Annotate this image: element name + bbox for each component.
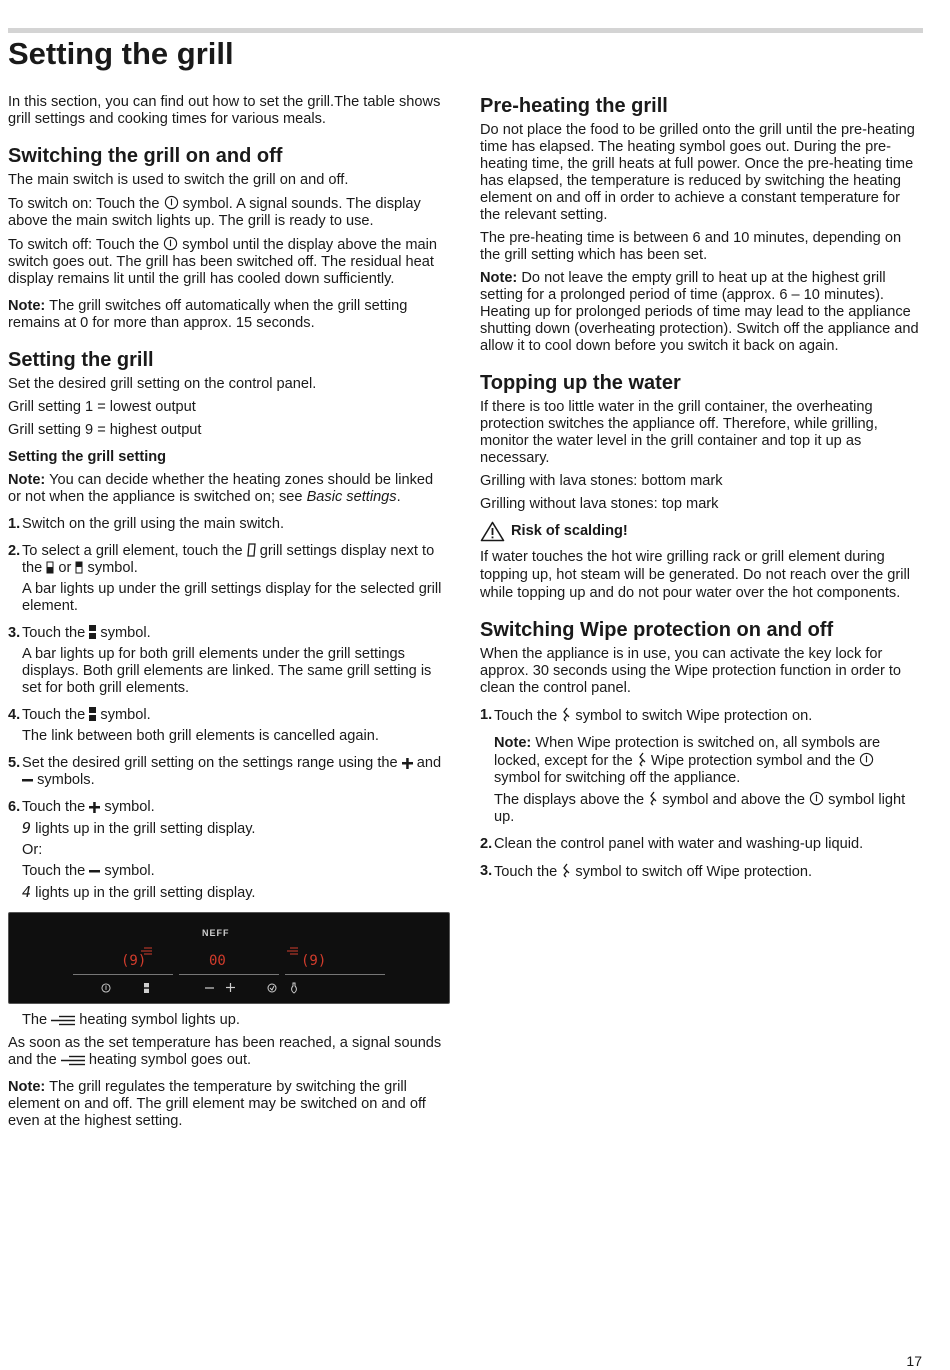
right-column xyxy=(480,94,922,891)
minus-icon xyxy=(89,866,100,877)
setting-steps xyxy=(8,516,450,906)
list-item: 5. Set the desired grill setting on the settings range using the and symbols. xyxy=(8,755,442,788)
preheat-p2: The pre-heating time is between 6 and 10 minutes, depending on the grill setting which has been set. xyxy=(480,230,902,263)
topping-p1: If there is too little water in the grill container, the overheating protection switches the appliance off. Therefore, while grilling, monitor the water level in the grill container and top it up as necessary. xyxy=(480,399,878,466)
list-item: 2. Clean the control panel with water and washing-up liquid. xyxy=(480,836,864,852)
power-icon xyxy=(163,236,178,251)
section-heading-preheat: Pre-heating the grill xyxy=(480,95,668,117)
switching-note: Note: The grill switches off automatically when the grill setting remains at 0 for more than approx. 15 seconds. xyxy=(8,298,408,331)
switch-on-text: To switch on: Touch the symbol. A signal sounds. The display above the main switch lights up. The grill is ready to use. xyxy=(8,196,421,229)
list-item: 4. Touch the symbol. The link between both grill elements is cancelled again. xyxy=(8,707,379,744)
minus-icon xyxy=(205,985,214,991)
section-heading-switching: Switching the grill on and off xyxy=(8,145,283,167)
plus-icon xyxy=(402,758,413,769)
segment-digit-9: 9 xyxy=(22,819,32,837)
timer-icon xyxy=(267,983,277,993)
section-heading-setting: Setting the grill xyxy=(8,349,154,371)
grill-setting-9: Grill setting 9 = highest output xyxy=(8,422,202,438)
link-icon xyxy=(89,625,96,639)
link-icon xyxy=(144,983,149,993)
power-icon xyxy=(164,195,179,210)
left-column xyxy=(8,94,450,1136)
heating-symbol-icon xyxy=(61,1055,85,1066)
list-item: 6. Touch the symbol. 9 lights up in the grill setting display. Or: Touch the symbol. 4 lights up in the grill setting display. xyxy=(8,799,256,901)
intro-text: In this section, you can find out how to set the grill.The table shows grill settings and cooking times for various meals. xyxy=(8,94,441,127)
brand-logo: NEFF xyxy=(202,928,230,938)
switch-off-text: To switch off: Touch the symbol until the display above the main switch goes out. The grill has been switched off. The residual heat display remains lit until the grill has cooled down sufficiently. xyxy=(8,237,438,287)
section-heading-topping: Topping up the water xyxy=(480,372,681,394)
segment-digit-4: 4 xyxy=(22,883,32,901)
wipe-p1: When the appliance is in use, you can activate the key lock for approx. 30 seconds using the Wipe protection function in order to clean the control panel. xyxy=(480,646,902,696)
list-item: 3. Touch the symbol. A bar lights up for both grill elements under the grill settings displays. Both grill elements are linked. The same grill setting is set for both grill elements. xyxy=(8,625,432,696)
heating-symbol-icon xyxy=(51,1015,75,1026)
wipe-protection-icon xyxy=(561,707,571,722)
grill-display-icon xyxy=(247,543,256,557)
timer-display: 00 xyxy=(209,953,226,969)
list-item: 1. Switch on the grill using the main switch. xyxy=(8,516,284,532)
right-grill-display: (9) xyxy=(301,953,327,969)
power-icon xyxy=(859,752,874,767)
left-grill-element-icon xyxy=(46,561,54,574)
topping-p3: Grilling without lava stones: top mark xyxy=(480,496,719,512)
top-rule xyxy=(8,28,923,33)
heating-indicator-icon xyxy=(287,947,299,955)
heating-indicator-icon xyxy=(141,947,153,955)
control-divider xyxy=(285,974,385,975)
subheading-setting: Setting the grill setting xyxy=(8,449,167,465)
power-icon xyxy=(809,791,824,806)
plus-icon xyxy=(89,802,100,813)
warning-heading: Risk of scalding! xyxy=(480,521,922,542)
wipe-protection-icon xyxy=(290,982,298,994)
left-grill-display: (9) xyxy=(121,953,147,969)
wipe-protection-icon xyxy=(648,791,658,806)
wipe-steps xyxy=(480,707,922,885)
link-icon xyxy=(89,707,96,721)
minus-icon xyxy=(22,775,33,786)
control-divider xyxy=(179,974,279,975)
list-item: 3. Touch the symbol to switch off Wipe protection. xyxy=(480,863,812,880)
grill-setting-1: Grill setting 1 = lowest output xyxy=(8,399,196,415)
preheat-note: Note: Do not leave the empty grill to heat up at the highest grill setting for a prolonged period of time (approx. 6 – 10 minutes). Heating up for prolonged periods of time may lead to the appliance shutting down (overheating protection). Switch off the appliance and allow it to cool down before you switch it back on again. xyxy=(480,270,919,354)
control-divider xyxy=(73,974,173,975)
temperature-reached-text: As soon as the set temperature has been reached, a signal sounds and the heating symbol goes out. xyxy=(8,1035,442,1068)
list-item: 2. To select a grill element, touch the grill settings display next to the or symbol. A bar lights up under the grill settings display for the selected grill element. xyxy=(8,543,442,614)
power-icon xyxy=(101,983,111,993)
topping-p2: Grilling with lava stones: bottom mark xyxy=(480,473,723,489)
wipe-protection-icon xyxy=(561,863,571,878)
preheat-p1: Do not place the food to be grilled onto the grill until the pre-heating time has elapsed. The heating symbol goes out. During the pre-heating time, the grill heats at full power. Once the pre-heating time has elapsed, the temperature is reduced by switching the heating element on and off in order to achieve a constant temperature for the relevant setting. xyxy=(480,122,915,223)
setting-note: Note: You can decide whether the heating zones should be linked or not when the appliance is switched on; see Basic settings. xyxy=(8,472,434,505)
warning-triangle-icon xyxy=(480,521,505,542)
page-number: 17 xyxy=(906,1353,922,1369)
list-item: 1. Touch the symbol to switch Wipe protection on. Note: When Wipe protection is switched on, all symbols are locked, except for the Wipe protection symbol and the symbol for switching off the appliance. The displays above the symbol and above the symbol light up. xyxy=(480,707,906,825)
section-heading-wipe: Switching Wipe protection on and off xyxy=(480,619,834,641)
heating-symbol-text: The heating symbol lights up. xyxy=(22,1012,240,1028)
regulation-note: Note: The grill regulates the temperature by switching the grill element on and off. The grill element may be switched on and off even at the highest setting. xyxy=(8,1079,426,1129)
right-grill-element-icon xyxy=(75,561,83,574)
plus-icon xyxy=(226,983,235,992)
wipe-protection-icon xyxy=(637,752,647,767)
scalding-warning-text: If water touches the hot wire grilling rack or grill element during topping up, hot steam will be generated. Do not reach over the grill while topping up and do not pour water over the hot components. xyxy=(480,549,910,601)
page-title: Setting the grill xyxy=(8,36,234,71)
control-panel-image xyxy=(8,912,450,1004)
setting-p1: Set the desired grill setting on the control panel. xyxy=(8,376,317,392)
switching-p1: The main switch is used to switch the grill on and off. xyxy=(8,172,349,188)
